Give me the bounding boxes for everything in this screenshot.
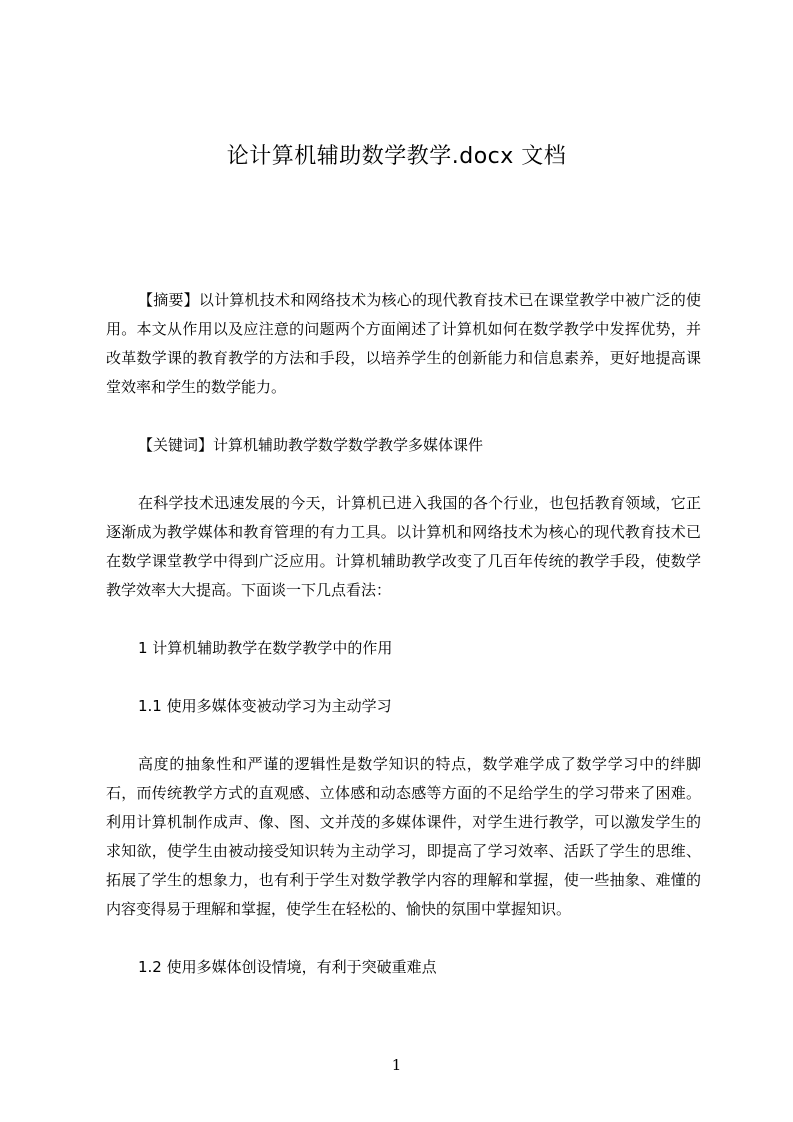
section-1-1-paragraph: 高度的抽象性和严谨的逻辑性是数学知识的特点，数学难学成了数学学习中的绊脚石，而传统教学方式的直观感、立体感和动态感等方面的不足给学生的学习带来了困难。利用计算机制作成声、像、图、文并茂的多媒体课件，对学生进行教学，可以激发学生的求知欲，使学生由被动接受知识转为主动学习，即提高了学习效率、活跃了学生的思维、拓展了学生的想象力，也有利于学生对数学教学内容的理解和掌握，使一些抽象、难懂的内容变得易于理解和掌握，使学生在轻松的、愉快的氛围中掌握知识。	[106, 755, 701, 918]
section-1-heading: 1 计算机辅助教学在数学教学中的作用	[138, 639, 393, 657]
section-1-2-heading: 1.2 使用多媒体创设情境，有利于突破重难点	[138, 958, 437, 976]
document-title: 论计算机辅助数学教学.docx 文档	[226, 144, 567, 169]
keywords-paragraph: 【关键词】计算机辅助教学数学数学教学多媒体课件	[138, 436, 484, 454]
paragraph-gap	[106, 924, 701, 953]
paragraph-gap	[106, 460, 701, 489]
paragraph-gap	[106, 721, 701, 750]
paragraph-gap	[106, 605, 701, 634]
paragraph-gap	[106, 402, 701, 431]
section-1-1-heading: 1.1 使用多媒体变被动学习为主动学习	[138, 697, 392, 715]
document-body	[106, 286, 701, 982]
abstract-paragraph: 【摘要】以计算机技术和网络技术为核心的现代教育技术已在课堂教学中被广泛的使用。本文从作用以及应注意的问题两个方面阐述了计算机如何在数学教学中发挥优势，并改革数学课的教育教学的方法和手段，以培养学生的创新能力和信息素养，更好地提高课堂效率和学生的数学能力。	[106, 291, 701, 396]
intro-paragraph: 在科学技术迅速发展的今天，计算机已进入我国的各个行业，也包括教育领域，它正逐渐成为教学媒体和教育管理的有力工具。以计算机和网络技术为核心的现代教育技术已在数学课堂教学中得到广泛应用。计算机辅助教学改变了几百年传统的教学手段，使数学教学效率大大提高。下面谈一下几点看法：	[106, 494, 701, 599]
page-number: 1	[391, 1056, 402, 1074]
paragraph-gap	[106, 663, 701, 692]
